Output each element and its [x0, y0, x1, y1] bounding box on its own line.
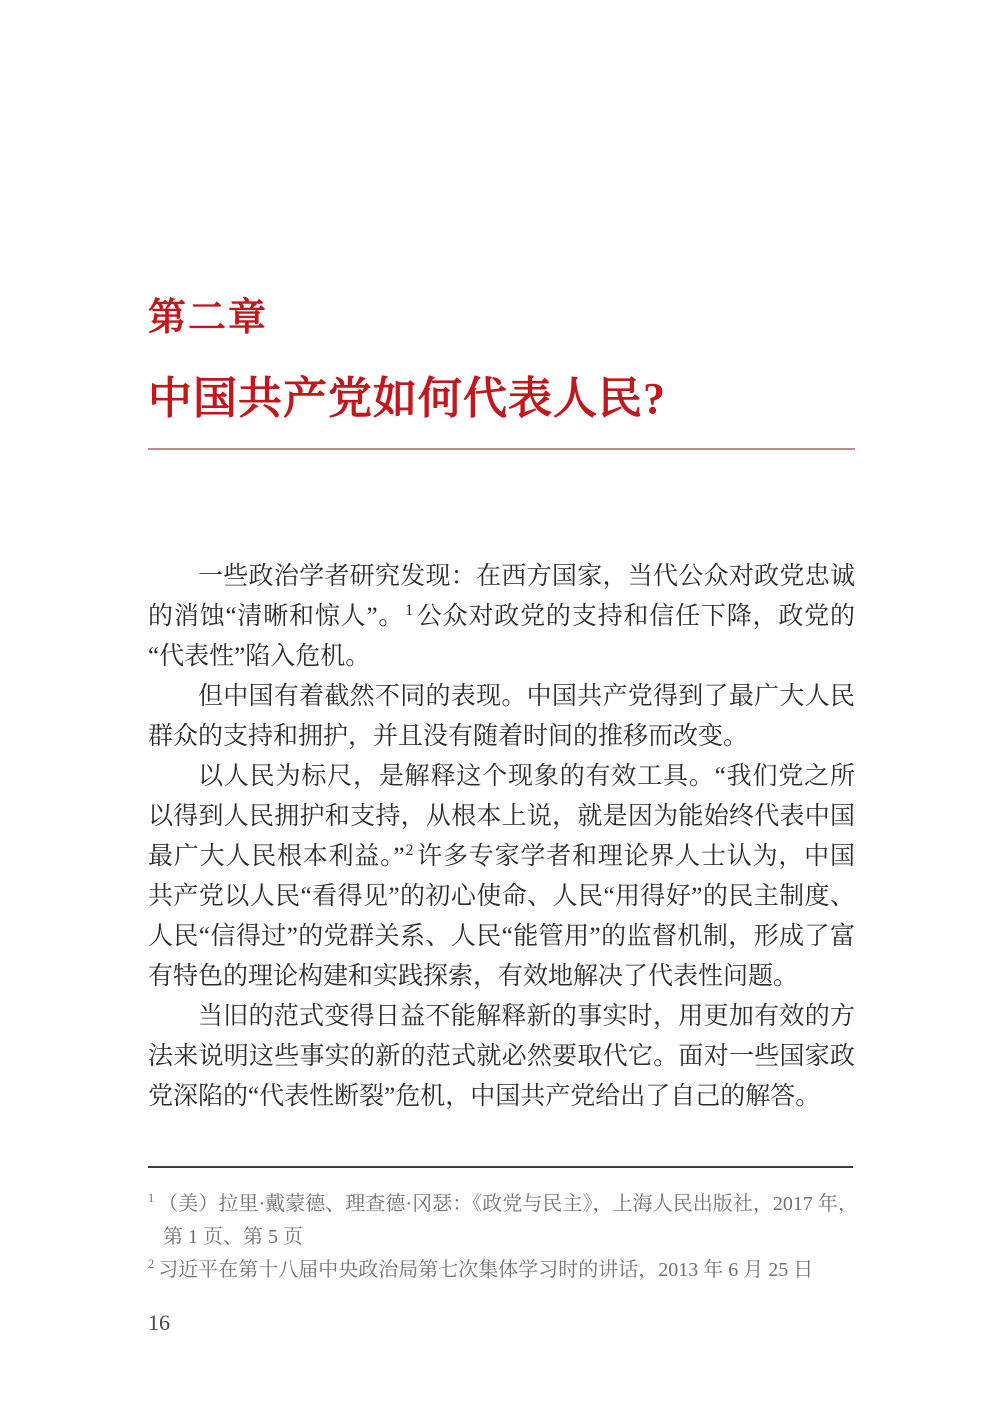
paragraph: 一些政治学者研究发现：在西方国家，当代公众对政党忠诚的消蚀“清晰和惊人”。$^1$ 公众对政党的支持和信任下降，政党的“代表性”陷入危机。 [148, 563, 855, 670]
footnote-marker: 1 [148, 1191, 155, 1206]
chapter-number: 第二章 [148, 297, 269, 339]
footnote-text: 习近平在第十八届中央政治局第七次集体学习时的讲话，2013 年 6 月 25 日 [158, 1259, 814, 1281]
footnote-ref: 1 [405, 601, 413, 619]
chapter-title: 中国共产党如何代表人民? [148, 374, 666, 423]
page-number: 16 [148, 1310, 170, 1335]
footnote-section [148, 1188, 858, 1287]
footnote-ref: 2 [405, 841, 414, 859]
paragraph: 以人民为标尺，是解释这个现象的有效工具。“我们党之所以得到人民拥护和支持，从根本上说，就是因为能始终代表中国最广大人民根本利益。”$^2$ 许多专家学者和理论界人士认为，中国共产党以人民“看得见”的初心使命、人民“用得好”的民主制度、人民“信得过”的党群关系、人民“能管用”的监督机制，形成了富有特色的理论构建和实践探索，有效地解决了代表性问题。 [148, 763, 855, 990]
footnote-text: （美）拉里·戴蒙德、理查德·冈瑟：《政党与民主》，上海人民出版社，2017 年，第 1 页、第 5 页 [158, 1193, 858, 1248]
paragraph: 当旧的范式变得日益不能解释新的事实时，用更加有效的方法来说明这些事实的新的范式就必然要取代它。面对一些国家政党深陷的“代表性断裂”危机，中国共产党给出了自己的解答。 [148, 1003, 855, 1110]
footnote-item [148, 1254, 858, 1287]
paragraph: 但中国有着截然不同的表现。中国共产党得到了最广大人民群众的支持和拥护，并且没有随着时间的推移而改变。 [148, 683, 855, 750]
footnote-item [148, 1188, 858, 1254]
footnote-separator-rule [148, 1166, 853, 1168]
title-rule [148, 448, 855, 450]
footnote-marker: 2 [148, 1257, 155, 1272]
body-text [148, 557, 855, 1117]
